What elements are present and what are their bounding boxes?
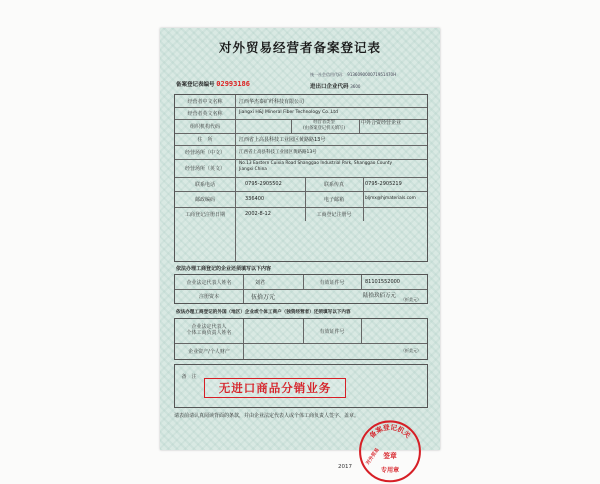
address-value: 江西省上高县科技工业园区黄路路13号 (239, 137, 326, 143)
id2-label: 有效证件号 (319, 329, 345, 335)
col-divider (361, 275, 362, 289)
currency-note-2: （折美元） (401, 348, 421, 353)
seal-bottom-text: 专用章 (380, 466, 400, 474)
table-row (175, 119, 427, 134)
footnote: 请表前请认真阅读背面的条款，并由企业法定代表人或个体工商负责人签字、盖章。 (174, 413, 360, 419)
zip-value: 336400 (245, 196, 265, 202)
table-row (175, 207, 427, 221)
credit-code-field (310, 72, 396, 78)
col-divider (243, 319, 244, 359)
assets-label: 企业资产/个人财产 (188, 349, 230, 355)
section2-table (174, 318, 428, 360)
reg-date-value: 2002-8-12 (245, 211, 271, 217)
col-divider (361, 319, 362, 343)
currency-note-1: （折美元） (401, 297, 421, 302)
table-row (175, 177, 427, 192)
type-value: 中外合资经营企业 (361, 120, 402, 126)
seal-side-text: 对外贸易 (365, 447, 381, 467)
table-row (175, 145, 427, 160)
col-divider (303, 319, 304, 343)
biz-en-value: No.13 Eastern Cuixia Road Shanggao Industrial Park, Shanggao County Jiangxi China (239, 161, 393, 172)
rep2-label: 企业法定代表人 个体工商负责人姓名 (186, 324, 232, 336)
reg-no-field (176, 80, 250, 88)
section2-title: 依法办理工商登记的外国（地区）企业或个体工商户（独资经营者）还须填写以下内容 (176, 310, 351, 315)
rep-label: 企业法定代表人姓名 (186, 280, 232, 286)
reg-no-value: 02993186 (216, 80, 250, 88)
capital-label: 注册资本 (198, 294, 219, 300)
phone-label: 联系电话 (194, 182, 215, 188)
credit-code-label: 统一社会信用代码： (310, 72, 346, 77)
rep-value: 刘君 (255, 280, 266, 286)
biz-cn-label: 经营场所（中文） (184, 150, 225, 156)
en-name-label: 经营者英文名称 (187, 111, 223, 117)
biz-cn-value: 江西省上高县科技工业园区黄路路13号 (239, 150, 317, 155)
table-row (175, 319, 427, 344)
main-table (174, 94, 428, 262)
email-value: bljmx@hjmaterials.com (365, 196, 416, 201)
date-value: 2017 (338, 464, 352, 470)
no-import-distribution-stamp: 无进口商品分销业务 (204, 378, 346, 398)
col-divider (291, 119, 292, 133)
reg-date-label: 工商登记注册日期 (184, 212, 225, 218)
table-row (175, 343, 427, 359)
col-divider (359, 119, 360, 133)
reg-no-label: 备案登记表编号 (176, 82, 215, 88)
fax-value: 0795-2905219 (365, 181, 402, 187)
org-code-label: 组织机构代码 (189, 124, 220, 130)
cn-name-label: 经营者中文名称 (187, 99, 223, 105)
table-row (175, 275, 427, 290)
id-label: 有效证件号 (319, 280, 345, 286)
official-seal-icon (356, 416, 424, 484)
ie-code-value: 3600 (350, 84, 361, 89)
email-label: 电子邮箱 (323, 197, 344, 203)
fax-label: 联系传真 (323, 182, 344, 188)
seal-top-text: 备案登记机关 (368, 423, 412, 440)
ie-code-label: 进出口企业代码 (310, 84, 349, 90)
id-value: 81101552000 (365, 279, 400, 285)
section1-title: 依法办理工商登记的企业还须填写以下内容 (176, 266, 272, 272)
table-row (175, 159, 427, 178)
remarks-label: 备 注 (181, 374, 197, 380)
zip-label: 邮政编码 (194, 197, 215, 203)
col-divider (363, 177, 364, 221)
form-title: 对外贸易经营者备案登记表 (218, 40, 381, 55)
phone-value: 0795-2905502 (245, 181, 282, 187)
ie-code-field (310, 82, 360, 90)
table-row (175, 289, 427, 303)
col-divider (243, 275, 244, 303)
capital-value: 伍拾万元 (251, 294, 276, 301)
credit-code-value: 913609000071951470H (347, 72, 397, 77)
table-row (175, 191, 427, 208)
reg-no2-label: 工商登记注册号 (316, 212, 352, 218)
type-label: 经营者类型 (由备案登记机关填写) (302, 120, 346, 131)
col-divider (305, 177, 306, 221)
seal-mid-text: 签章 (383, 452, 397, 461)
col-divider (303, 275, 304, 289)
address-label: 住 所 (197, 137, 213, 143)
registration-form (160, 28, 440, 474)
en-name-value: Jiangxi H&J Mineral Fiber Technology Co.,Ltd (239, 110, 338, 115)
capital-note: 陆拾玖佰万元 (363, 293, 397, 299)
section1-table (174, 274, 428, 304)
cn-name-value: 江西华杰泰矿纤科技有限公司 (239, 99, 305, 105)
biz-en-label: 经营场所（英文） (184, 166, 225, 172)
